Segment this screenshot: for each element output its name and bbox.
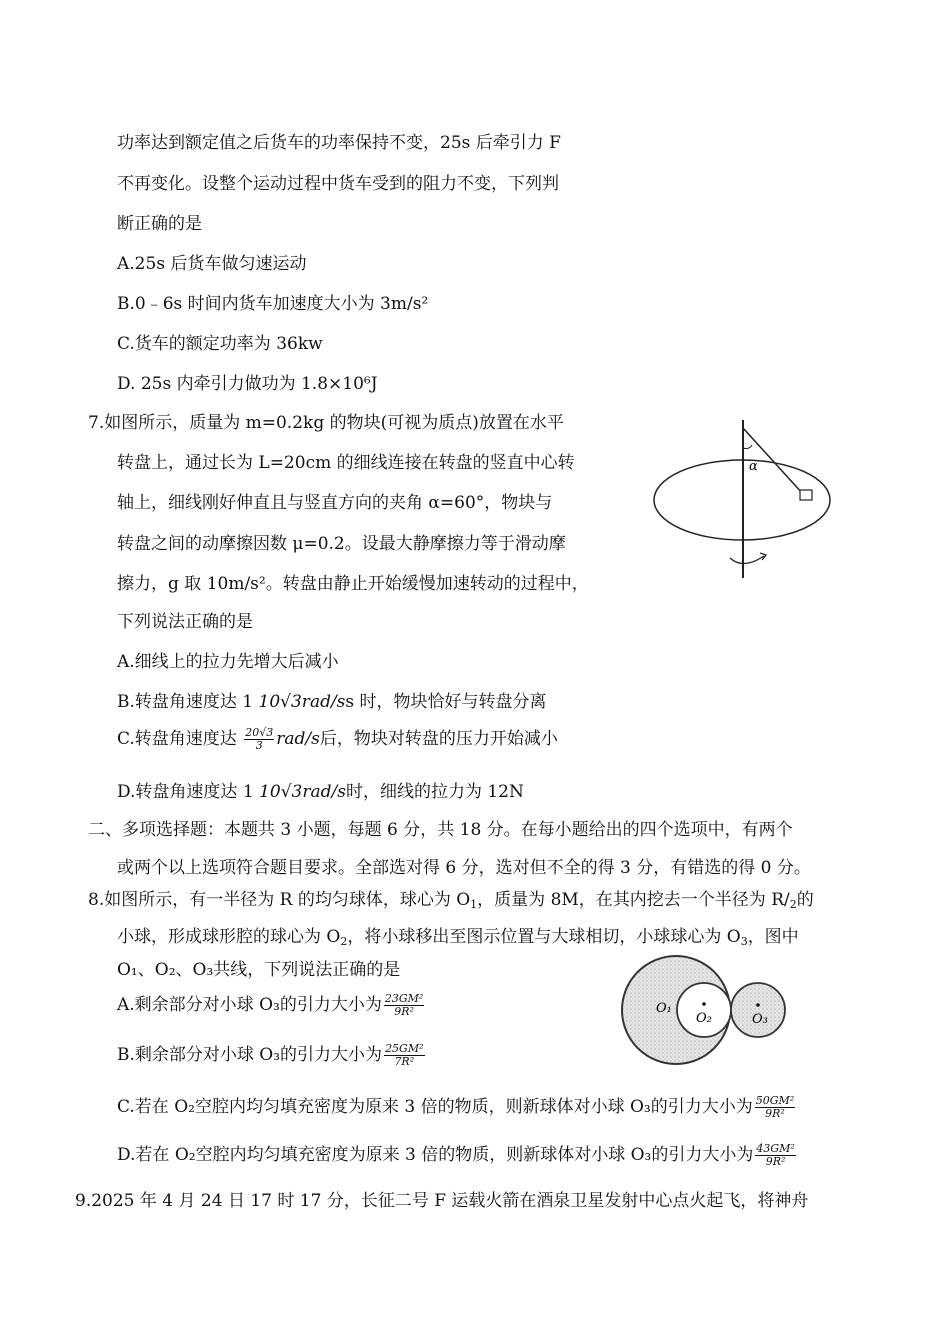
angle-arc — [743, 445, 752, 449]
q8-option-d-denominator: 9R² — [765, 1155, 786, 1168]
q9-stem-line-1: 9.2025 年 4 月 24 日 17 时 17 分，长征二号 F 运载火箭在酒泉卫星发射中心点火起飞，将神舟 — [75, 1191, 809, 1211]
spheres-figure — [618, 948, 798, 1068]
q8-option-d — [117, 1143, 798, 1168]
q7-option-b-prefix: B.转盘角速度达 1 — [117, 692, 259, 712]
q8-l1-a: 8.如图所示，有一半径为 R 的均匀球体，球心为 O — [88, 890, 471, 910]
q7-option-c-suffix: 后，物块对转盘的压力开始减小 — [319, 729, 558, 749]
label-o3: O₃ — [752, 1012, 768, 1027]
q7-stem-line-6: 下列说法正确的是 — [117, 612, 253, 632]
q7-option-b-math: 10√3rad/s — [258, 692, 346, 712]
angle-alpha-label: α — [749, 459, 758, 474]
q8-stem-line-2: 小球，形成球形腔的球心为 $O_2$，将小球移出至图示位置与大球相切，小球球心为 $O_3$，图中 — [117, 927, 799, 948]
q7-stem-line-4: 转盘之间的动摩擦因数 μ=0.2。设最大静摩擦力等于滑动摩 — [117, 534, 566, 554]
q8-option-b-denominator: 7R² — [394, 1055, 415, 1068]
q8-stem-line-3: O₁、O₂、O₃共线，下列说法正确的是 — [117, 960, 401, 980]
q7-stem-line-1: 7.如图所示，质量为 m=0.2kg 的物块(可视为质点)放置在水平 — [88, 413, 564, 433]
q8-option-d-numerator: 43GM² — [756, 1142, 795, 1155]
q7-option-b — [117, 690, 547, 714]
cavity — [677, 983, 731, 1037]
q7-option-a: A.细线上的拉力先增大后减小 — [117, 652, 339, 672]
cavity-center-dot — [702, 1002, 706, 1006]
q7-option-d — [117, 780, 524, 804]
q7-option-d-prefix: D.转盘角速度达 1 — [117, 782, 260, 802]
q7-stem-line-5: 擦力，g 取 10m/s²。转盘由静止开始缓慢加速转动的过程中， — [117, 574, 589, 594]
q8-stem-line-1: 8.如图所示，有一半径为 R 的均匀球体，球心为 $O_1$，质量为 8M，在其内挖去一个半径为 $R/_2$的 — [88, 890, 814, 911]
q8-option-a-denominator: 9R² — [394, 1005, 414, 1018]
q8-option-a-numerator: 23GM² — [384, 992, 424, 1005]
label-o1: O₁ — [656, 1001, 672, 1016]
q7-option-d-suffix: 时，细线的拉力为 12N — [345, 782, 524, 802]
q8-l2-a: 小球，形成球形腔的球心为 O — [117, 927, 341, 947]
q7-stem-line-3: 轴上，细线刚好伸直且与竖直方向的夹角 α=60°，物块与 — [117, 493, 553, 513]
q8-l2-c: ，图中 — [747, 927, 799, 947]
q6-option-a: A.25s 后货车做匀速运动 — [117, 254, 307, 274]
q6-option-c: C.货车的额定功率为 36kw — [117, 334, 323, 354]
q8-l1-b: ，质量为 8M，在其内挖去一个半径为 R/ — [477, 890, 790, 910]
q8-option-a — [117, 993, 426, 1018]
small-sphere — [731, 983, 785, 1037]
q6-option-d: D. 25s 内牵引力做功为 1.8×10⁶J — [117, 374, 378, 394]
block — [800, 490, 812, 500]
q8-option-c-numerator: 50GM² — [755, 1094, 795, 1107]
q7-option-c-denominator: 3 — [255, 739, 263, 752]
q7-option-d-math: 10√3rad/s — [259, 782, 346, 802]
section2-header-line-1: 二、多项选择题：本题共 3 小题，每题 6 分，共 18 分。在每小题给出的四个选项中，有两个 — [88, 820, 793, 840]
q8-option-b-numerator: 25GM² — [385, 1042, 424, 1055]
q7-option-b-suffix: s 时，物块恰好与转盘分离 — [345, 692, 547, 712]
q6-line-1: 功率达到额定值之后货车的功率保持不变，25s 后牵引力 F — [117, 133, 561, 153]
q6-option-b: B.0﹣6s 时间内货车加速度大小为 3m/s² — [117, 294, 429, 314]
q8-option-d-text: D.若在 O₂空腔内均匀填充密度为原来 3 倍的物质，则新球体对小球 O₃的引力大小为 — [117, 1145, 754, 1165]
q8-option-a-text: A.剩余部分对小球 O₃的引力大小为 — [117, 995, 382, 1015]
q7-option-c — [117, 727, 558, 752]
q6-line-3: 断正确的是 — [117, 214, 202, 234]
q6-line-2: 不再变化。设整个运动过程中货车受到的阻力不变，下列判 — [117, 174, 559, 194]
q8-option-b-text: B.剩余部分对小球 O₃的引力大小为 — [117, 1045, 383, 1065]
rotation-arrow — [730, 556, 764, 564]
q8-option-c — [117, 1095, 797, 1120]
q8-option-b — [117, 1043, 427, 1068]
q7-option-c-unit: rad/s — [276, 729, 320, 749]
small-sphere-center-dot — [756, 1003, 760, 1007]
q7-option-c-numerator: 20√3 — [245, 726, 274, 739]
turntable-figure — [648, 418, 838, 586]
q8-option-c-denominator: 9R² — [765, 1107, 785, 1120]
q8-l1-c: 的 — [796, 890, 814, 910]
q8-option-c-text: C.若在 O₂空腔内均匀填充密度为原来 3 倍的物质，则新球体对小球 O₃的引力大小为 — [117, 1097, 753, 1117]
label-o2: O₂ — [696, 1011, 712, 1026]
q7-option-c-prefix: C.转盘角速度达 — [117, 729, 243, 749]
q7-stem-line-2: 转盘上，通过长为 L=20cm 的细线连接在转盘的竖直中心转 — [117, 453, 575, 473]
section2-header-line-2: 或两个以上选项符合题目要求。全部选对得 6 分，选对但不全的得 3 分，有错选的得 0 分。 — [117, 858, 811, 878]
q8-l2-b: ，将小球移出至图示位置与大球相切，小球球心为 O — [347, 927, 741, 947]
